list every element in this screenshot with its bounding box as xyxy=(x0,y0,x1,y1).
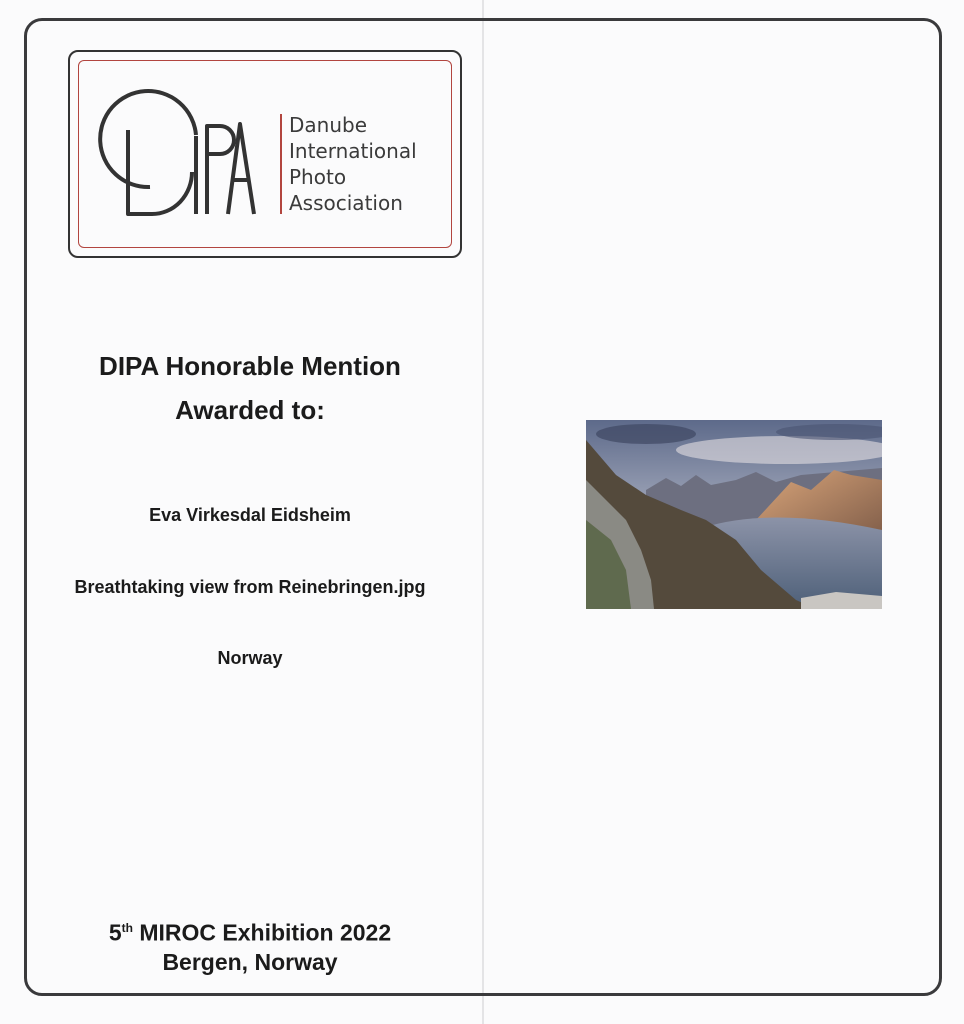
exhibition-name xyxy=(30,914,470,948)
organization-name-line: Danube xyxy=(289,113,368,137)
exhibition-ordinal: 5 xyxy=(108,919,122,946)
exhibition-info xyxy=(30,914,470,977)
exhibition-location: Bergen, Norway xyxy=(162,948,338,975)
photo-title: Breathtaking view from Reinebringen.jpg xyxy=(74,577,426,597)
organization-name xyxy=(289,112,417,216)
award-title xyxy=(30,344,470,432)
exhibition-title: MIROC Exhibition 2022 xyxy=(132,919,392,946)
logo-divider xyxy=(280,114,282,214)
exhibition-ordinal-suffix: th xyxy=(121,921,133,935)
landscape-photo-icon xyxy=(586,420,882,609)
organization-name-line: Association xyxy=(289,191,403,215)
organization-name-line: Photo xyxy=(289,165,347,189)
award-title-line-2: Awarded to: xyxy=(175,395,325,425)
winner-name: Eva Virkesdal Eidsheim xyxy=(149,505,351,525)
award-title-line-1: DIPA Honorable Mention xyxy=(99,351,401,381)
country: Norway xyxy=(217,648,283,668)
awarded-photo xyxy=(586,420,882,609)
dipa-logo xyxy=(68,50,462,258)
organization-name-line: International xyxy=(289,139,417,163)
dipa-logo-mark-icon xyxy=(92,80,272,220)
